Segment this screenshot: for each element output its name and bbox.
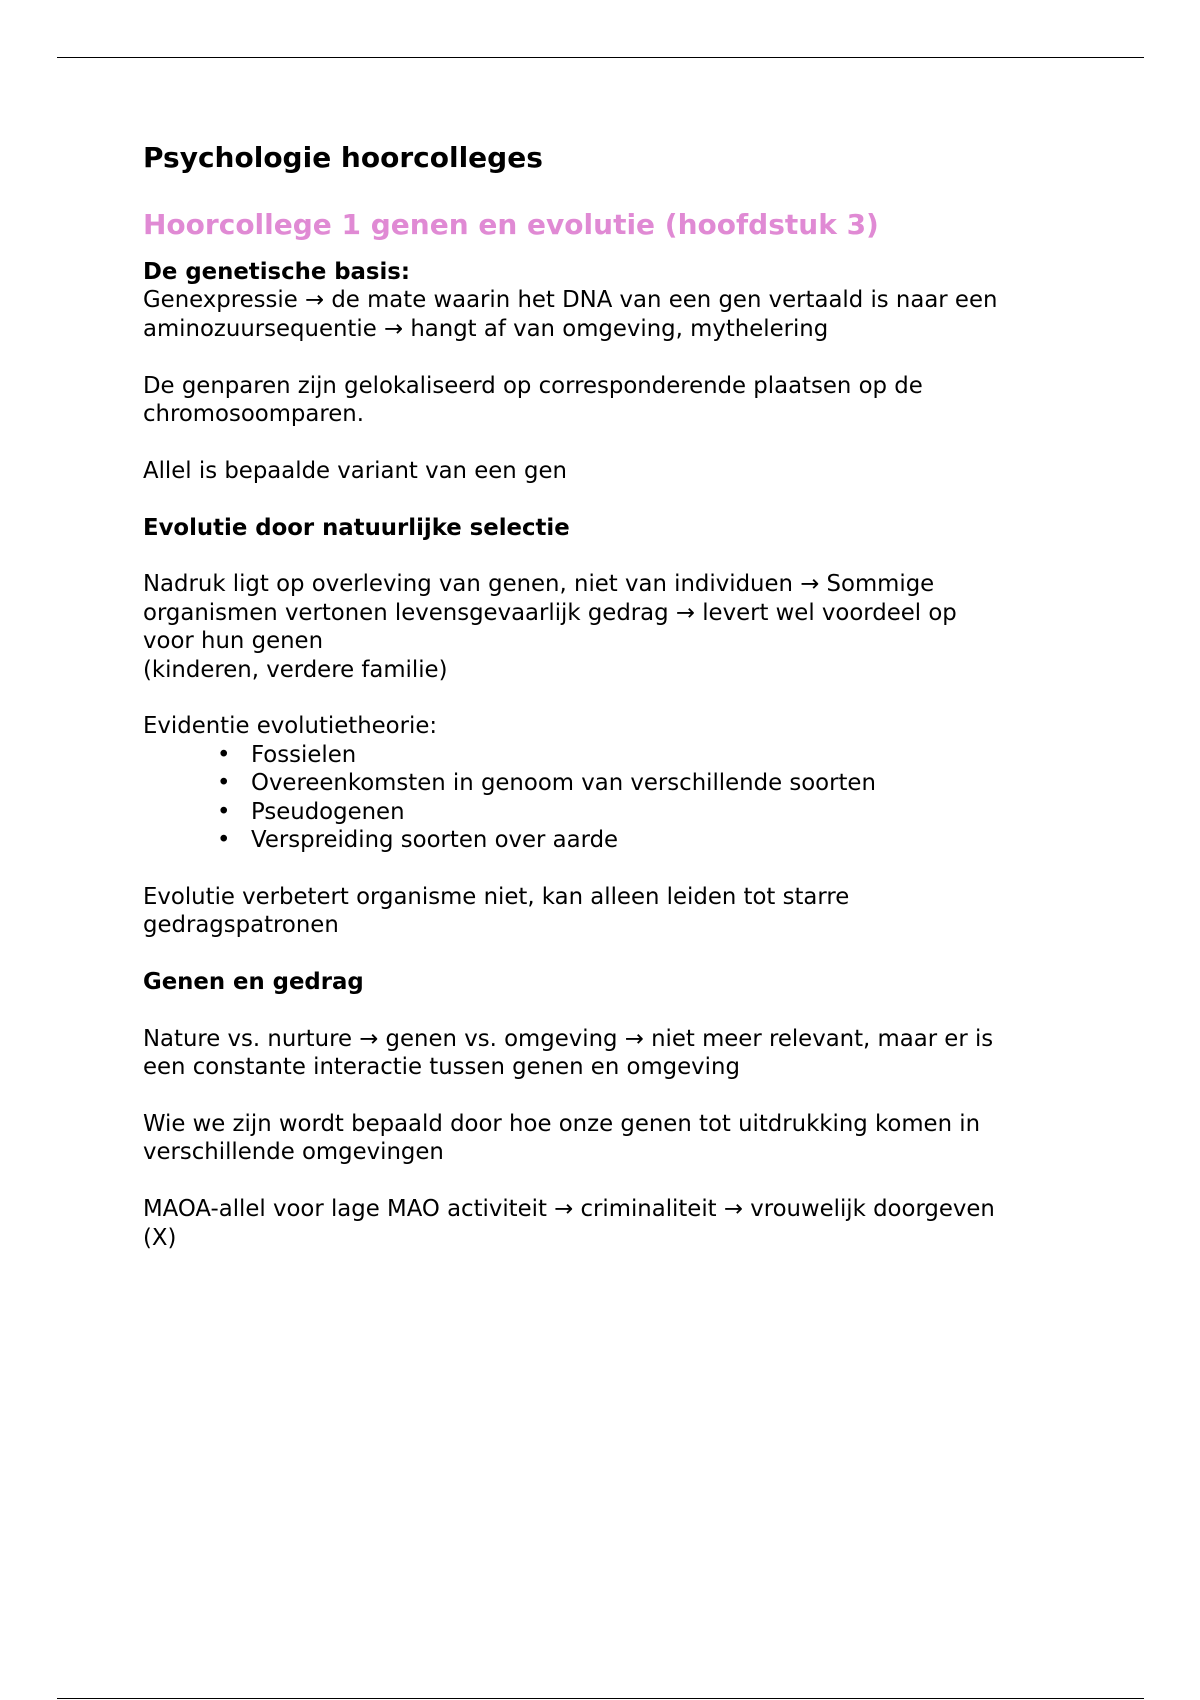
page-bottom-rule	[57, 1698, 1144, 1699]
paragraph-line: Allel is bepaalde variant van een gen	[143, 457, 567, 484]
paragraph-line: Genexpressie → de mate waarin het DNA van een gen vertaald is naar een	[143, 287, 998, 314]
paragraph-line: aminozuursequentie → hangt af van omgeving, mythelering	[143, 315, 829, 342]
document-body	[143, 137, 1083, 1252]
bullet-icon: •	[217, 827, 231, 854]
paragraph-line: gedragspatronen	[143, 912, 339, 939]
list-item	[217, 741, 1083, 769]
list-item	[217, 826, 1083, 854]
section-natural-selection	[143, 514, 1083, 940]
section-heading: Genen en gedrag	[143, 969, 364, 996]
lecture-title: Hoorcollege 1 genen en evolutie (hoofdstuk 3)	[143, 208, 879, 241]
paragraph-line: voor hun genen	[143, 628, 324, 655]
paragraph-line: Wie we zijn wordt bepaald door hoe onze genen tot uitdrukking komen in	[143, 1111, 981, 1138]
list-item-text: Pseudogenen	[251, 798, 405, 825]
list-item-text: Verspreiding soorten over aarde	[251, 827, 619, 854]
page-top-rule	[57, 57, 1144, 58]
paragraph-line: Nature vs. nurture → genen vs. omgeving → niet meer relevant, maar er is	[143, 1025, 994, 1052]
section-heading: De genetische basis:	[143, 259, 410, 285]
list-item-text: Fossielen	[251, 741, 357, 768]
bullet-icon: •	[217, 770, 231, 797]
paragraph-line: een constante interactie tussen genen en omgeving	[143, 1054, 740, 1081]
evidence-list	[143, 741, 1083, 855]
list-item-text: Overeenkomsten in genoom van verschillende soorten	[251, 770, 876, 797]
paragraph-line: chromosoomparen.	[143, 401, 364, 428]
paragraph-line: MAOA-allel voor lage MAO activiteit → criminaliteit → vrouwelijk doorgeven	[143, 1196, 995, 1223]
list-item	[217, 769, 1083, 797]
paragraph-line: Evolutie verbetert organisme niet, kan alleen leiden tot starre	[143, 883, 850, 910]
section-heading: Evolutie door natuurlijke selectie	[143, 514, 570, 541]
paragraph-line: (X)	[143, 1224, 177, 1251]
section-genes-behavior	[143, 968, 1083, 1252]
paragraph-line: verschillende omgevingen	[143, 1139, 444, 1166]
paragraph-line: De genparen zijn gelokaliseerd op corresponderende plaatsen op de	[143, 372, 923, 399]
section-genetic-basis	[143, 258, 1083, 485]
paragraph-line: organismen vertonen levensgevaarlijk gedrag → levert wel voordeel op	[143, 599, 957, 626]
paragraph-line: Nadruk ligt op overleving van genen, niet van individuen → Sommige	[143, 571, 935, 598]
paragraph-line: (kinderen, verdere familie)	[143, 656, 448, 683]
evidence-intro: Evidentie evolutietheorie:	[143, 713, 438, 740]
bullet-icon: •	[217, 798, 231, 825]
document-title: Psychologie hoorcolleges	[143, 141, 543, 174]
list-item	[217, 798, 1083, 826]
bullet-icon: •	[217, 741, 231, 768]
